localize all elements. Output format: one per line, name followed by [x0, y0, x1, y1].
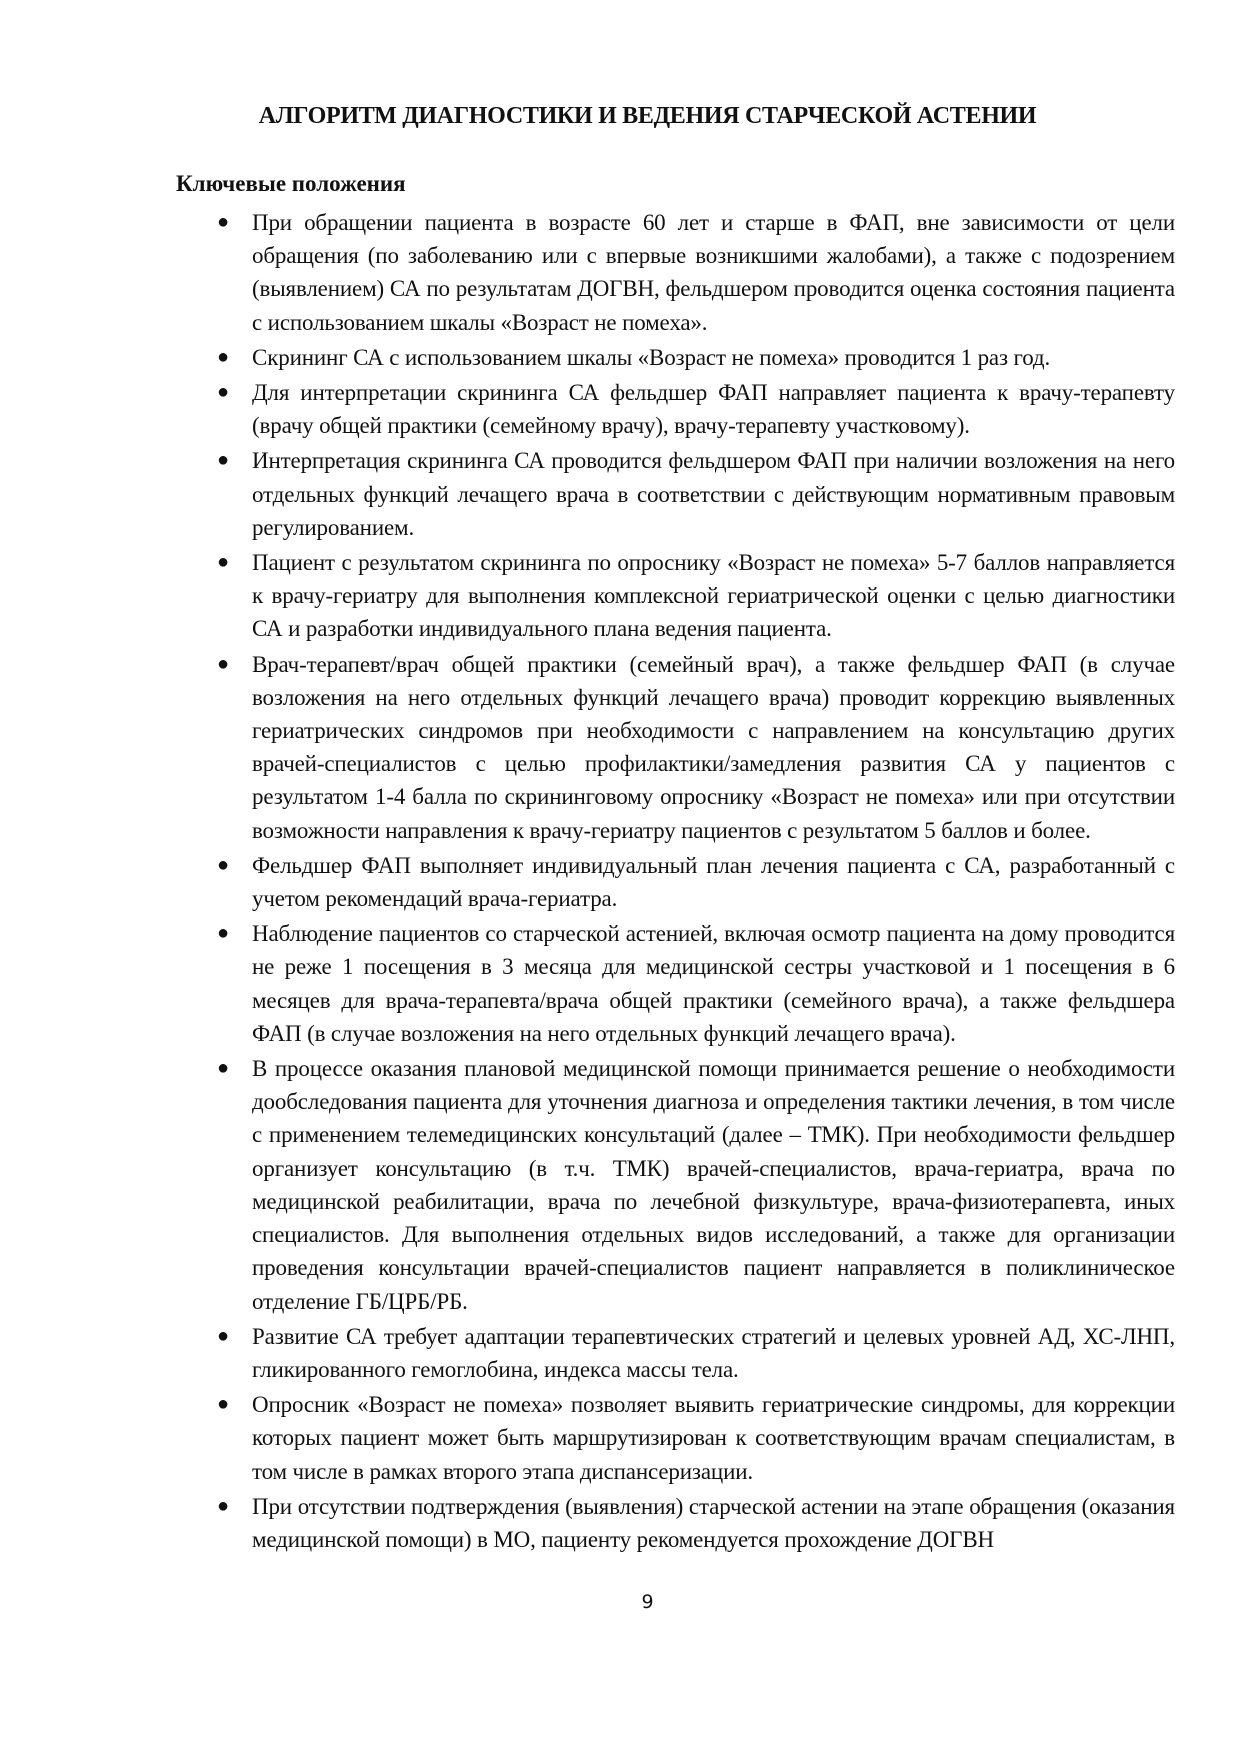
bullet-icon: ●	[217, 211, 229, 233]
list-item-text: Врач-терапевт/врач общей практики (семейный врач), а также фельдшер ФАП (в случае возложения на него отдельных функций лечащего врача) проводит коррекцию выявленных гериатрических синдромов при необходимости с направлением на консультацию других врачей-специалистов с целью профилактики/замедления развития СА у пациентов с результатом 1-4 балла по скрининговому опроснику «Возраст не помеха» или при отсутствии возможности направления к врачу-гериатру пациентов с результатом 5 баллов и более.	[252, 651, 1175, 843]
page-number: 9	[641, 1591, 654, 1613]
list-item	[217, 376, 1175, 442]
bullet-icon: ●	[217, 1494, 229, 1517]
bullet-icon: ●	[217, 551, 229, 574]
list-item	[217, 1388, 1175, 1488]
list-item	[217, 1490, 1175, 1556]
list-item-text: Пациент с результатом скрининга по опроснику «Возраст не помеха» 5-7 баллов направляется к врачу-гериатру для выполнения комплексной гериатрической оценки с целью диагностики СА и разработки индивидуального плана ведения пациента.	[252, 550, 1175, 642]
bullet-icon: ●	[217, 652, 229, 675]
list-item-text: Развитие СА требует адаптации терапевтических стратегий и целевых уровней АД, ХС-ЛНП, гликированного гемоглобина, индекса массы тела.	[252, 1323, 1175, 1382]
list-item	[217, 648, 1175, 847]
key-points-list	[217, 206, 1175, 1558]
list-item-text: Скрининг СА с использованием шкалы «Возраст не помеха» проводится 1 раз год.	[252, 344, 1051, 370]
document-title: АЛГОРИТМ ДИАГНОСТИКИ И ВЕДЕНИЯ СТАРЧЕСКОЙ АСТЕНИИ	[258, 103, 1037, 129]
list-item-text: В процессе оказания плановой медицинской помощи принимается решение о необходимости дообследования пациента для уточнения диагноза и определения тактики лечения, в том числе с применением телемедицинских консультаций (далее – ТМК). При необходимости фельдшер организует консультацию (в т.ч. ТМК) врачей-специалистов, врача-гериатра, врача по медицинской реабилитации, врача по лечебной физкультуре, врача-физиотерапевта, иных специалистов. Для выполнения отдельных видов исследований, а также для организации проведения консультации врачей-специалистов пациент направляется в поликлиническое отделение ГБ/ЦРБ/РБ.	[252, 1056, 1175, 1314]
bullet-icon: ●	[217, 1393, 229, 1416]
bullet-icon: ●	[217, 922, 229, 945]
list-item	[217, 444, 1175, 544]
list-item-text: Опросник «Возраст не помеха» позволяет выявить гериатрические синдромы, для коррекции которых пациент может быть маршрутизирован к соответствующим врачам специалистам, в том числе в рамках второго этапа диспансеризации.	[252, 1392, 1175, 1484]
list-item-text: При обращении пациента в возрасте 60 лет и старше в ФАП, вне зависимости от цели обращения (по заболеванию или с впервые возникшими жалобами), а также с подозрением (выявлением) СА по результатам ДОГВН, фельдшером проводится оценка состояния пациента с использованием шкалы «Возраст не помеха».	[252, 210, 1175, 335]
list-item	[217, 849, 1175, 915]
list-item	[217, 1320, 1175, 1386]
list-item	[217, 546, 1175, 646]
list-item	[217, 341, 1175, 374]
section-heading: Ключевые положения	[176, 171, 406, 196]
list-item	[217, 1052, 1175, 1318]
bullet-icon: ●	[217, 345, 229, 368]
bullet-icon: ●	[217, 381, 229, 404]
list-item-text: Для интерпретации скрининга СА фельдшер ФАП направляет пациента к врачу-терапевту (врачу общей практики (семейному врачу), врачу-терапевту участковому).	[252, 380, 1175, 439]
list-item-text: Наблюдение пациентов со старческой астенией, включая осмотр пациента на дому проводится не реже 1 посещения в 3 месяца для медицинской сестры участковой и 1 посещения в 6 месяцев для врача-терапевта/врача общей практики (семейного врача), а также фельдшера ФАП (в случае возложения на него отдельных функций лечащего врача).	[252, 921, 1175, 1046]
bullet-icon: ●	[217, 1057, 229, 1080]
list-item-text: При отсутствии подтверждения (выявления) старческой астении на этапе обращения (оказания медицинской помощи) в МО, пациенту рекомендуется прохождение ДОГВН	[252, 1493, 1175, 1552]
list-item-text: Фельдшер ФАП выполняет индивидуальный план лечения пациента с СА, разработанный с учетом рекомендаций врача-гериатра.	[252, 852, 1175, 912]
list-item-text: Интерпретация скрининга СА проводится фельдшером ФАП при наличии возложения на него отдельных функций лечащего врача в соответствии с действующим нормативным правовым регулированием.	[252, 448, 1175, 540]
list-item	[217, 917, 1175, 1050]
list-item	[217, 206, 1175, 339]
bullet-icon: ●	[217, 449, 229, 472]
bullet-icon: ●	[217, 853, 229, 876]
bullet-icon: ●	[217, 1324, 229, 1347]
